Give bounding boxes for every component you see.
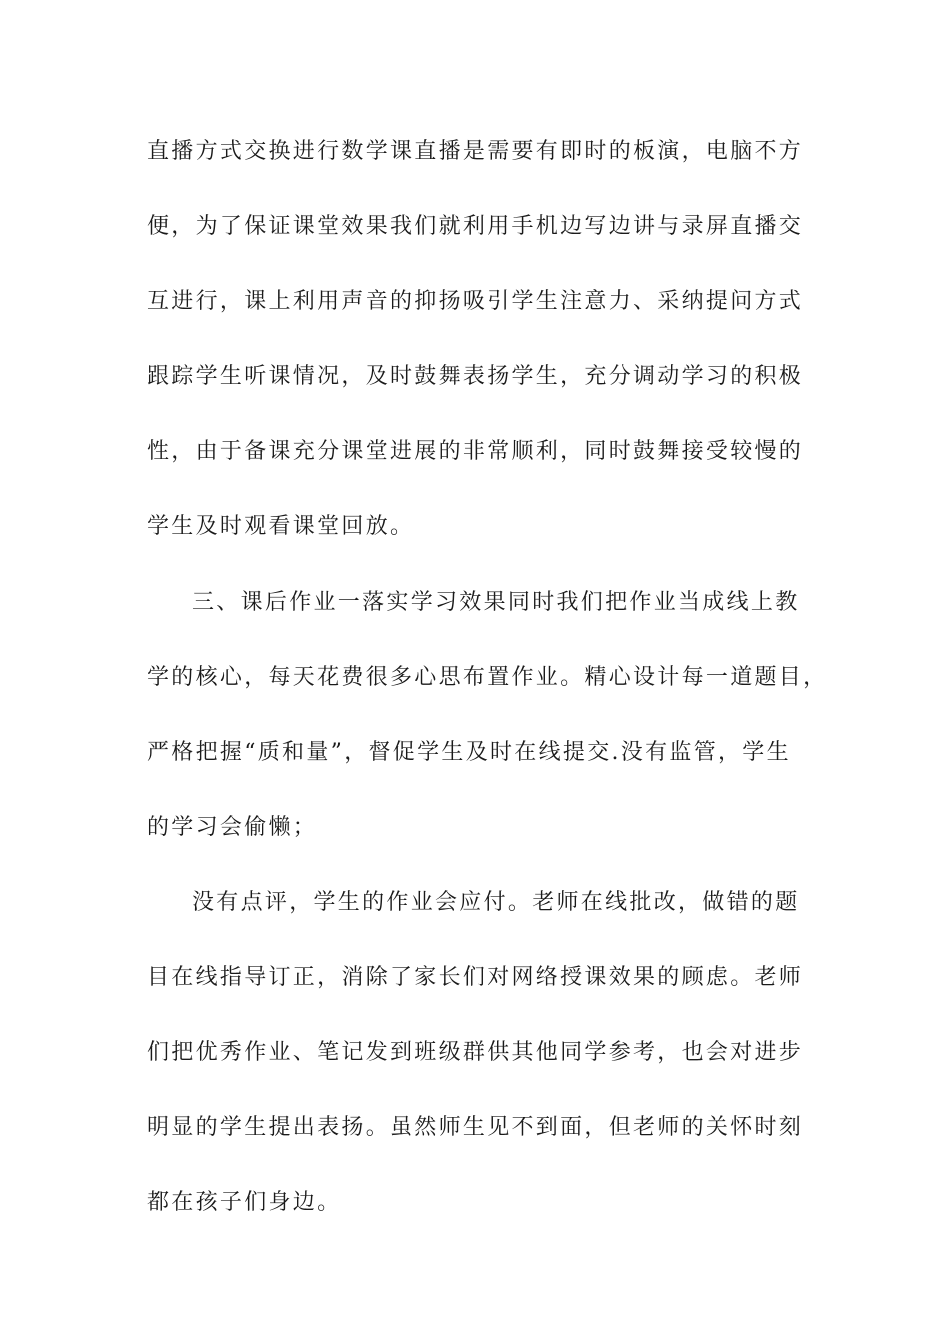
paragraph-line: 跟踪学生听课情况，及时鼓舞表扬学生，充分调动学习的积极 bbox=[147, 364, 804, 389]
paragraph-line: 们把优秀作业、笔记发到班级群供其他同学参考，也会对进步 bbox=[147, 1040, 804, 1065]
paragraph-line: 目在线指导订正，消除了家长们对网络授课效果的顾虑。老师 bbox=[147, 965, 804, 990]
paragraph-line: 没有点评，学生的作业会应付。老师在线批改，做错的题 bbox=[192, 890, 800, 915]
paragraph-line: 的学习会偷懒； bbox=[147, 815, 318, 840]
paragraph-line: 性，由于备课充分课堂进展的非常顺利，同时鼓舞接受较慢的 bbox=[147, 439, 804, 464]
paragraph-line: 互进行，课上利用声音的抑扬吸引学生注意力、采纳提问方式 bbox=[147, 289, 804, 314]
paragraph-line: 直播方式交换进行数学课直播是需要有即时的板演，电脑不方 bbox=[147, 139, 804, 164]
paragraph-line: 都在孩子们身边。 bbox=[147, 1190, 342, 1215]
paragraph-line: 学的核心，每天花费很多心思布置作业。精心设计每一道题目， bbox=[147, 665, 828, 690]
paragraph-line: 严格把握“质和量”，督促学生及时在线提交.没有监管，学生 bbox=[147, 740, 791, 765]
paragraph-line: 便，为了保证课堂效果我们就利用手机边写边讲与录屏直播交 bbox=[147, 214, 804, 239]
paragraph-line: 学生及时观看课堂回放。 bbox=[147, 514, 415, 539]
paragraph-line: 明显的学生提出表扬。虽然师生见不到面，但老师的关怀时刻 bbox=[147, 1115, 804, 1140]
section-heading-line: 三、课后作业一落实学习效果同时我们把作业当成线上教 bbox=[192, 590, 800, 615]
